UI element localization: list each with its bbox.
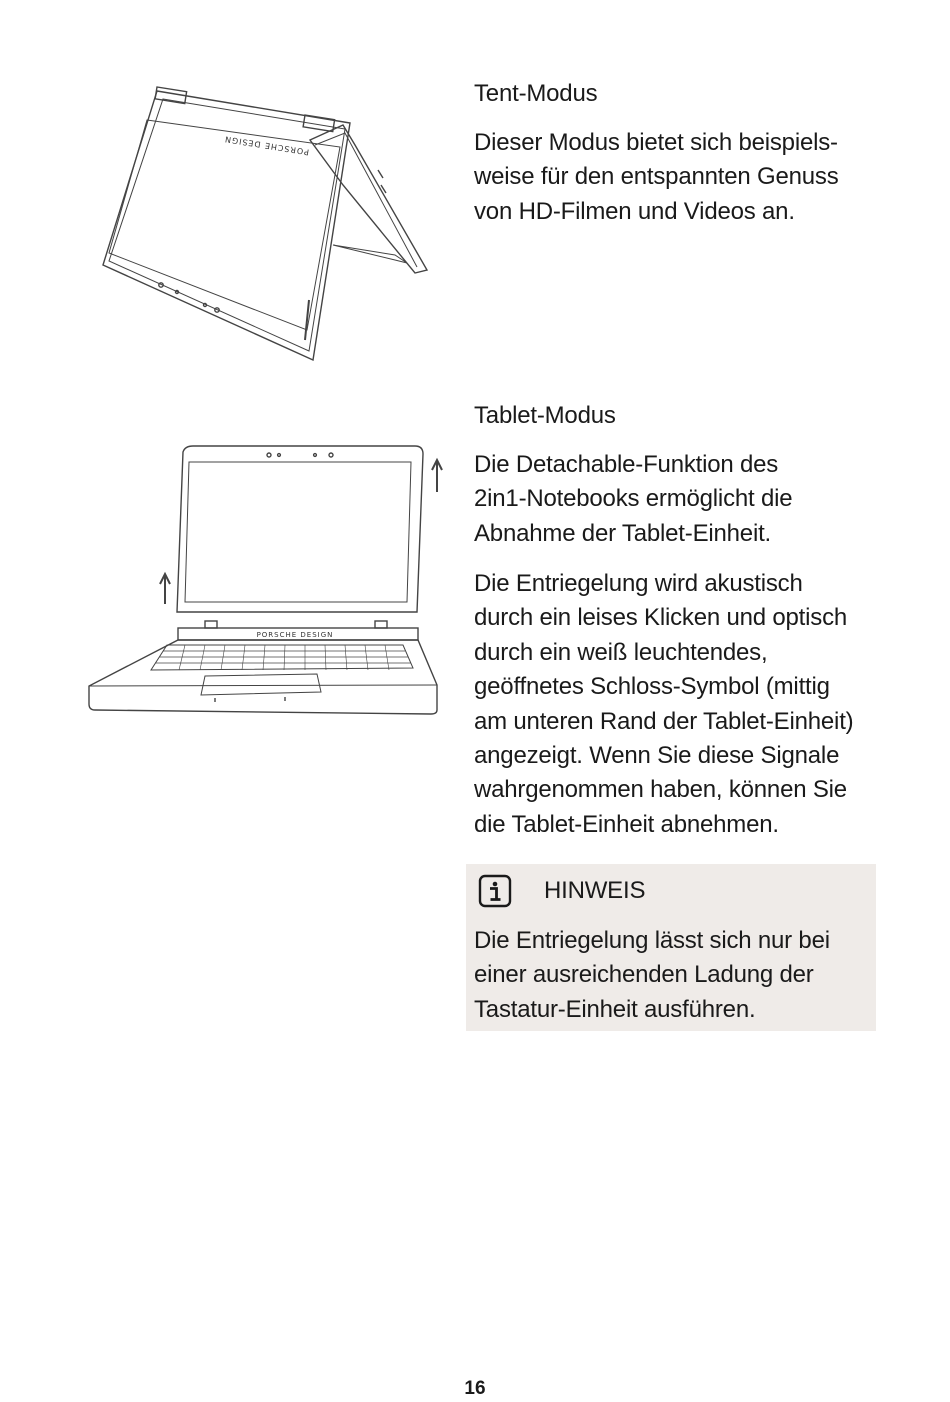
note-box: [466, 864, 876, 1031]
page-number: 16: [464, 1378, 486, 1399]
info-icon: [478, 874, 512, 913]
tablet-mode-heading: Tablet-Modus: [474, 402, 616, 429]
note-line-3: Tastatur-Einheit ausführen.: [474, 995, 756, 1023]
tablet-p2-line-2: durch ein leises Klicken und optisch: [474, 604, 848, 632]
tablet-brand-label: PORSCHE DESIGN: [256, 631, 334, 639]
tablet-p2-line-8: die Tablet-Einheit abnehmen.: [474, 810, 779, 838]
tablet-p1-line-3: Abnahme der Tablet-Einheit.: [474, 519, 772, 547]
tablet-mode-paragraph-1: [474, 448, 884, 551]
tablet-p2-line-3: durch ein weiß leuchtendes,: [474, 638, 768, 666]
note-line-1: Die Entriegelung lässt sich nur bei: [474, 927, 830, 954]
note-text: [474, 924, 874, 1027]
tablet-p2-line-6: angezeigt. Wenn Sie diese Signale: [474, 742, 840, 770]
note-title: HINWEIS: [544, 877, 646, 904]
tent-mode-paragraph: [474, 126, 884, 229]
tablet-p2-line-5: am unteren Rand der Tablet-Einheit): [474, 707, 854, 735]
tent-brand-label: PORSCHE DESIGN: [223, 134, 310, 157]
tablet-p2-line-4: geöffnetes Schloss-Symbol (mittig: [474, 673, 830, 701]
tablet-mode-illustration: [85, 440, 450, 720]
tent-line-3: von HD-Filmen und Videos an.: [474, 197, 795, 225]
tent-line-1: Dieser Modus bietet sich beispiels-: [474, 129, 838, 156]
tent-line-2: weise für den entspannten Genuss: [474, 163, 839, 191]
tablet-p1-line-1: Die Detachable-Funktion des: [474, 451, 779, 478]
tent-mode-illustration: [95, 85, 440, 365]
tablet-p1-line-2: 2in1-Notebooks ermöglicht die: [474, 485, 793, 513]
tablet-mode-paragraph-2: [474, 567, 884, 842]
tablet-p2-line-7: wahrgenommen haben, können Sie: [474, 776, 847, 804]
tablet-p2-line-1: Die Entriegelung wird akustisch: [474, 570, 803, 597]
tent-mode-heading: Tent-Modus: [474, 80, 598, 107]
note-line-2: einer ausreichenden Ladung der: [474, 961, 814, 989]
